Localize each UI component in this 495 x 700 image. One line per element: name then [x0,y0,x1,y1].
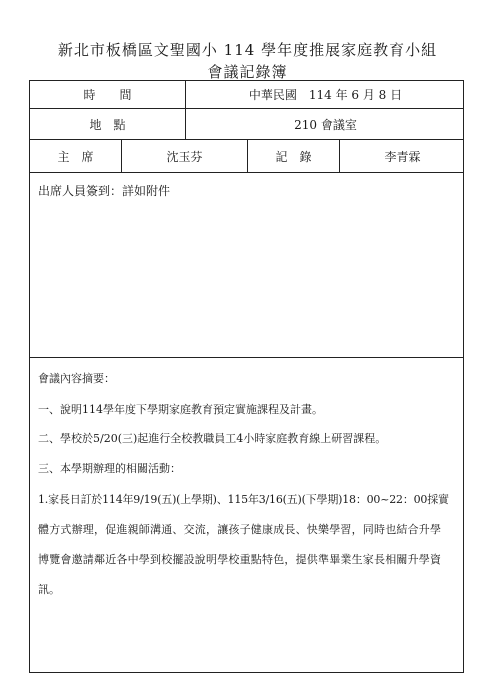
summary-detail-line: 體方式辦理，促進親師溝通、交流，讓孩子健康成長、快樂學習，同時也結合升學 [38,523,442,536]
time-value: 中華民國 114 年 6 月 8 日 [248,88,403,102]
meeting-record-table [29,80,464,673]
document-title: 新北市板橋區文聖國小 114 學年度推展家庭教育小組 [57,41,438,59]
summary-heading: 會議內容摘要： [38,372,115,385]
attendance-text: 出席人員簽到：詳如附件 [38,184,171,198]
document-subtitle: 會議記錄簿 [207,63,288,81]
summary-item-2: 二、學校於5/20(三)起進行全校教職員工4小時家庭教育線上研習課程。 [38,432,387,445]
place-value: 210 會議室 [294,117,357,132]
summary-detail-line: 訊。 [38,583,60,596]
chair-label: 主 席 [57,149,94,164]
summary-detail-line: 1.家長日訂於114年9/19(五)(上學期)、115年3/16(五)(下學期)18：00~22：00採實 [38,493,449,506]
recorder-value: 李青霖 [384,149,421,164]
recorder-label: 記 錄 [275,149,312,164]
section-divider [30,357,463,358]
time-label: 時 間 [83,88,132,102]
place-label: 地 點 [89,117,126,132]
summary-detail-line: 博覽會邀請鄰近各中學到校擺設說明學校重點特色，提供準畢業生家長相關升學資 [38,553,442,566]
chair-value: 沈玉芬 [166,149,203,164]
row-divider [30,172,463,173]
summary-item-1: 一、說明114學年度下學期家庭教育預定實施課程及計畫。 [38,403,323,416]
summary-item-3: 三、本學期辦理的相關活動： [38,462,181,475]
